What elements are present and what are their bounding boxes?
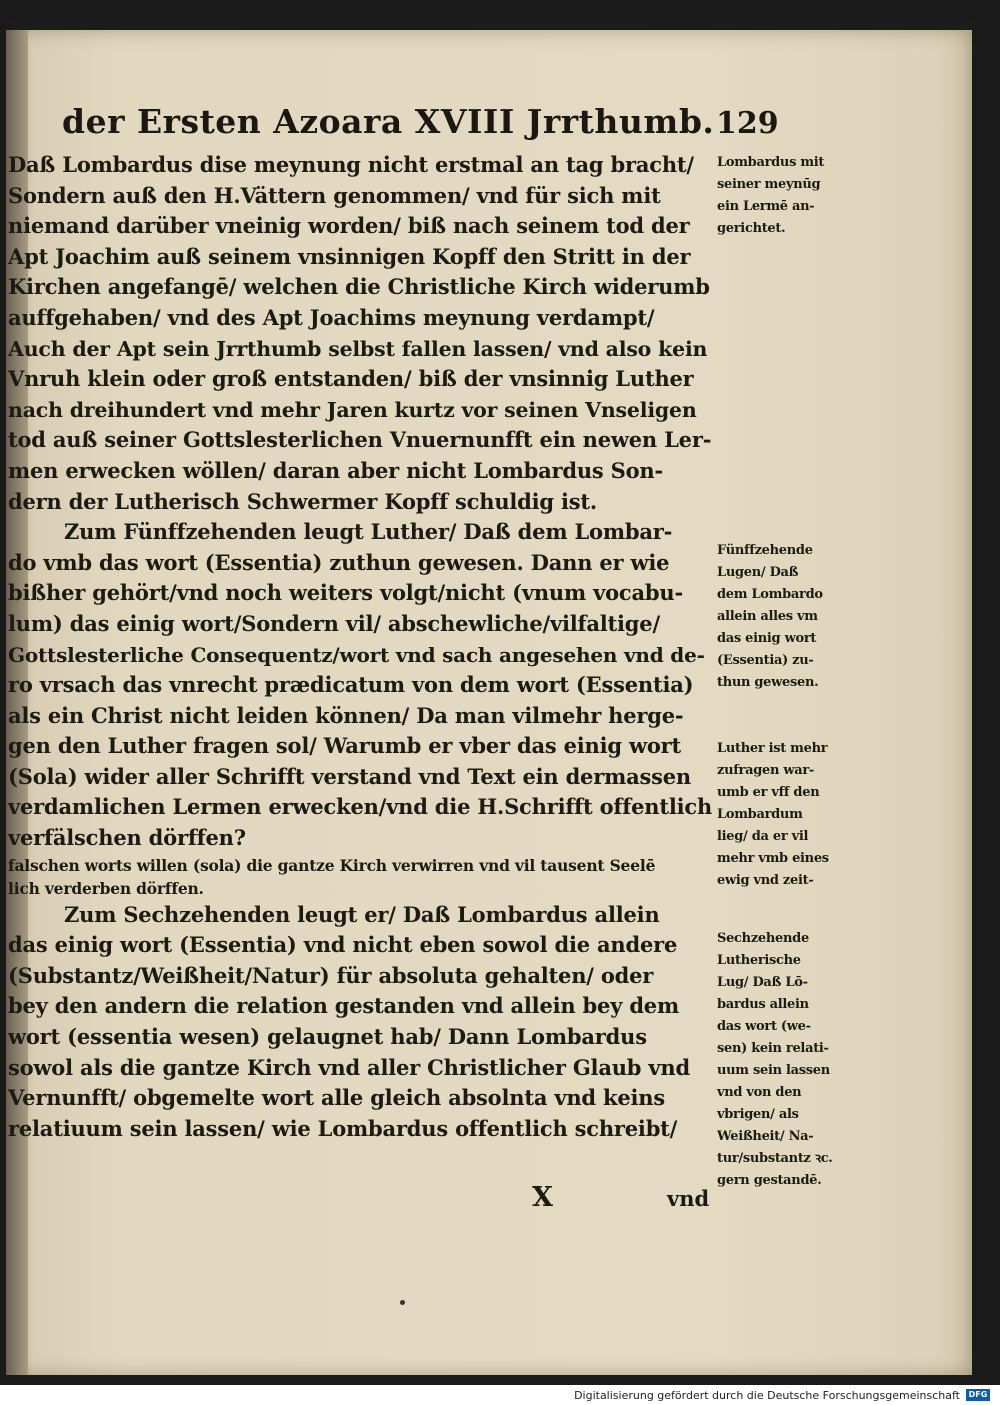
text-line: verdamlichen Lermen erwecken/vnd die H.Schrifft offentlich [8, 794, 713, 820]
marginal-line: seiner meynūg [717, 177, 821, 192]
text-line: relatiuum sein lassen/ wie Lombardus offentlich schreibt/ [8, 1115, 678, 1141]
marginal-line: Lugen/ Daß [717, 565, 799, 580]
text-line: Zum Sechzehenden leugt er/ Daß Lombardus allein [64, 901, 660, 927]
marginal-line: Lug/ Daß Lō- [717, 975, 808, 990]
marginal-line: bardus allein [717, 997, 809, 1012]
signature-mark: X [532, 1182, 553, 1213]
footer-credit [574, 1386, 990, 1404]
marginal-line: vnd von den [717, 1085, 802, 1100]
marginal-line: Fünffzehende [717, 543, 813, 558]
text-line: lich verderben dörffen. [8, 878, 204, 898]
text-line: auffgehaben/ vnd des Apt Joachims meynung verdampt/ [8, 304, 655, 330]
marginal-line: Lutherische [717, 953, 801, 968]
text-line: wort (essentia wesen) gelaugnet hab/ Dann Lombardus [8, 1024, 647, 1050]
text-line: das einig wort (Essentia) vnd nicht eben sowol die andere [8, 932, 678, 958]
text-line: als ein Christ nicht leiden können/ Da man vilmehr herge- [8, 702, 684, 728]
marginal-line: dem Lombardo [717, 587, 823, 602]
text-line: Apt Joachim auß seinem vnsinnigen Kopff den Stritt in der [8, 243, 691, 269]
running-head: der Ersten Azoara XVIII Jrrthumb. [62, 102, 715, 141]
text-line: dern der Lutherisch Schwermer Kopff schuldig ist. [8, 488, 598, 514]
text-line: falschen worts willen (sola) die gantze Kirch verwirren vnd vil tausent Seelē [8, 855, 656, 875]
text-line: ro vrsach das vnrecht prædicatum von dem wort (Essentia) [8, 672, 694, 698]
page-number: 129 [716, 106, 779, 141]
marginal-line: ein Lermē an- [717, 199, 815, 214]
text-line: (Sola) wider aller Schrifft verstand vnd Text ein dermassen [8, 763, 691, 789]
marginal-line: (Essentia) zu- [717, 653, 814, 668]
text-line: sowol als die gantze Kirch vnd aller Christlicher Glaub vnd [8, 1054, 690, 1080]
marginal-line: das wort (we- [717, 1019, 811, 1034]
text-line: Sondern auß den H.Vättern genommen/ vnd für sich mit [8, 182, 661, 208]
marginal-line: Luther ist mehr [717, 741, 828, 756]
marginal-line: Weißheit/ Na- [717, 1129, 814, 1144]
marginal-line: gerichtet. [717, 221, 786, 236]
body-text [8, 150, 713, 1144]
marginal-line: mehr vmb eines [717, 851, 829, 866]
marginal-line: uum sein lassen [717, 1063, 830, 1078]
text-line: Kirchen angefangē/ welchen die Christliche Kirch widerumb [8, 274, 710, 300]
text-line: Vnruh klein oder groß entstanden/ biß der vnsinnig Luther [8, 366, 694, 392]
dfg-logo: DFG [966, 1389, 990, 1401]
marginal-line: lieg/ da er vil [717, 829, 809, 844]
text-line: Auch der Apt sein Jrrthumb selbst fallen lassen/ vnd also kein [8, 336, 708, 361]
text-line: lum) das einig wort/Sondern vil/ abschewliche/vilfaltige/ [8, 610, 660, 636]
marginal-line: Lombardum [717, 807, 803, 822]
text-line: do vmb das wort (Essentia) zuthun gewesen. Dann er wie [8, 549, 670, 575]
text-line: Zum Fünffzehenden leugt Luther/ Daß dem Lombar- [64, 519, 673, 545]
text-line: verfälschen dörffen? [8, 825, 246, 851]
footer-credit-text: Digitalisierung gefördert durch die Deutsche Forschungsgemeinschaft [574, 1388, 960, 1402]
text-line: Gottslesterliche Consequentz/wort vnd sach angesehen vnd de- [8, 642, 705, 667]
marginal-line: vbrigen/ als [717, 1107, 799, 1122]
marginal-line: gern gestandē. [717, 1173, 822, 1188]
marginal-line: Sechzehende [717, 931, 809, 946]
catchword: vnd [667, 1186, 710, 1211]
text-line: Daß Lombardus dise meynung nicht erstmal an tag bracht/ [8, 152, 694, 177]
text-line: niemand darüber vneinig worden/ biß nach seinem tod der [8, 213, 690, 239]
marginal-line: thun gewesen. [717, 675, 819, 690]
marginal-line: ewig vnd zeit- [717, 873, 814, 888]
marginal-line: zufragen war- [717, 763, 814, 778]
text-line: gen den Luther fragen sol/ Warumb er vber das einig wort [8, 733, 682, 759]
ink-speck [400, 1300, 405, 1305]
text-line: Vernunfft/ obgemelte wort alle gleich absolnta vnd keins [8, 1085, 665, 1111]
text-line: bey den andern die relation gestanden vnd allein bey dem [8, 993, 679, 1019]
marginal-note [717, 738, 865, 892]
text-line: men erwecken wöllen/ daran aber nicht Lombardus Son- [8, 457, 664, 483]
text-line: bißher gehört/vnd noch weiters volgt/nicht (vnum vocabu- [8, 580, 683, 606]
text-line: nach dreihundert vnd mehr Jaren kurtz vor seinen Vnseligen [8, 397, 697, 422]
marginal-note [717, 152, 865, 240]
marginal-note [717, 540, 865, 694]
marginal-note [717, 928, 865, 1192]
marginal-line: tur/substantz ꝛc. [717, 1151, 833, 1166]
text-line: (Substantz/Weißheit/Natur) für absoluta gehalten/ oder [8, 962, 654, 988]
marginal-line: Lombardus mit [717, 155, 825, 170]
marginal-line: das einig wort [717, 631, 817, 646]
text-line: tod auß seiner Gottslesterlichen Vnuernunfft ein newen Ler- [8, 427, 712, 453]
marginal-line: sen) kein relati- [717, 1041, 829, 1056]
marginal-line: umb er vff den [717, 785, 820, 800]
marginal-line: allein alles vm [717, 609, 818, 624]
